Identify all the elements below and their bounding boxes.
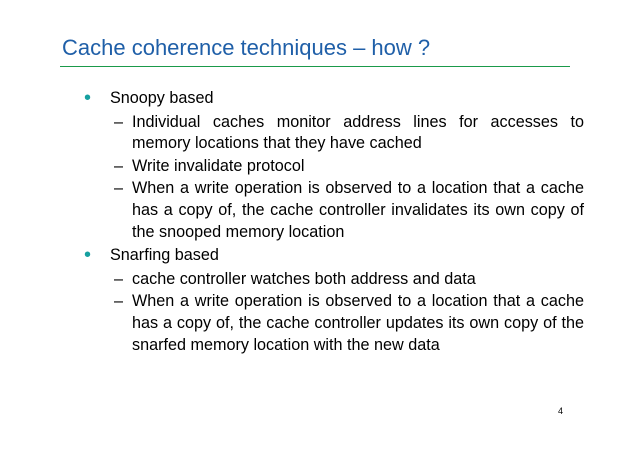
- bullet-text: Snoopy based: [110, 89, 214, 107]
- sub-bullet-text: When a write operation is observed to a location that a cache has a copy of, the cache controller updates its own copy of the snarfed memory location with the new data: [132, 292, 584, 354]
- sub-bullet-item: [84, 178, 584, 243]
- sub-bullet-item: [84, 112, 584, 155]
- bullet-item: [84, 88, 584, 110]
- dash-icon: –: [114, 112, 124, 131]
- bullet-icon: •: [84, 87, 92, 109]
- bullet-item: [84, 245, 584, 267]
- dash-icon: –: [114, 269, 124, 288]
- sub-bullet-list: [84, 112, 584, 244]
- slide-title: Cache coherence techniques – how ?: [62, 35, 431, 60]
- bullet-text: Snarfing based: [110, 246, 219, 265]
- bullet-icon: •: [84, 244, 92, 267]
- sub-bullet-list: [84, 269, 584, 356]
- title-divider: [60, 66, 570, 67]
- slide-body: [84, 88, 584, 358]
- sub-bullet-text: cache controller watches both address and data: [132, 269, 476, 288]
- sub-bullet-item: [84, 269, 584, 291]
- sub-bullet-item: [84, 291, 584, 356]
- page-number: 4: [558, 406, 564, 416]
- dash-icon: –: [114, 156, 124, 175]
- dash-icon: –: [114, 179, 124, 198]
- sub-bullet-text: When a write operation is observed to a location that a cache has a copy of, the cache controller invalidates its own copy of the snooped memory location: [132, 179, 584, 241]
- sub-bullet-text: Write invalidate protocol: [132, 156, 305, 175]
- sub-bullet-item: [84, 156, 584, 178]
- sub-bullet-text: Individual caches monitor address lines for accesses to memory locations that they have cached: [132, 112, 584, 153]
- dash-icon: –: [114, 292, 124, 311]
